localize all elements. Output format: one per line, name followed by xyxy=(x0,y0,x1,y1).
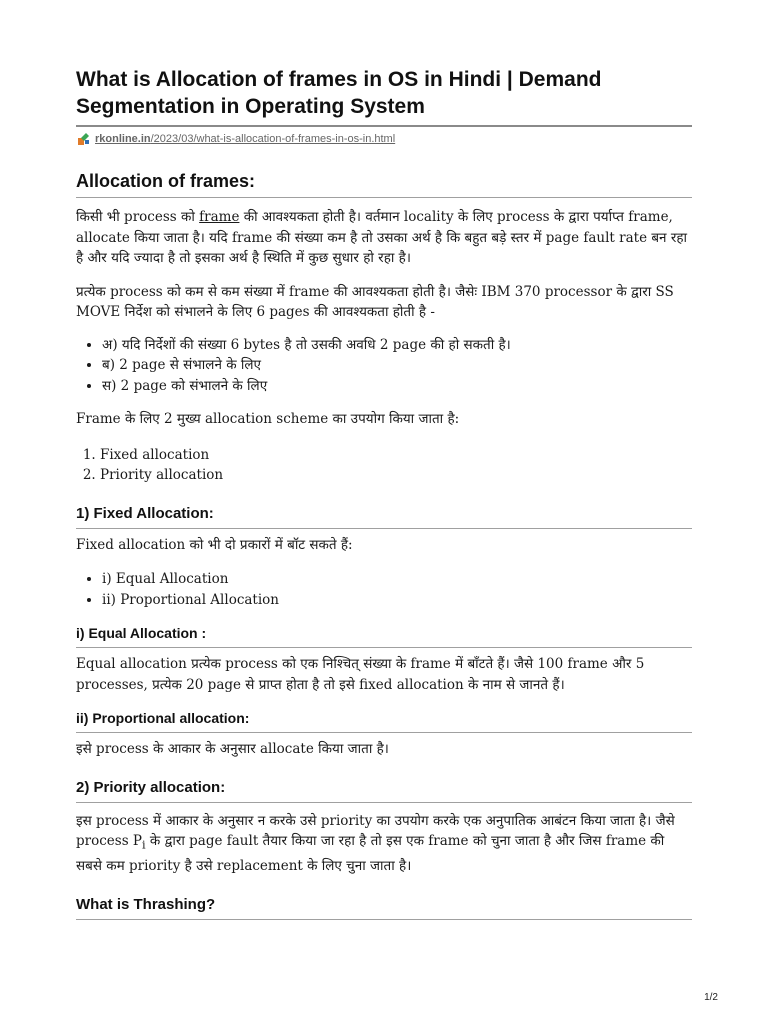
scheme-list xyxy=(76,445,692,486)
source-link-row xyxy=(76,131,692,147)
equal-paragraph: Equal allocation प्रत्येक process को एक निश्चित् संख्या के frame में बाँटते हैं। जैसे 100 frame और 5 processes, प्रत्येक 20 page से प्राप्त होता है तो इसे fixed allocation के नाम से जानते हैं। xyxy=(76,656,645,693)
allocation-paragraph-3: Frame के लिए 2 मुख्य allocation scheme का उपयोग किया जाता है: xyxy=(76,411,460,427)
fixed-type-list xyxy=(76,569,692,610)
heading-what-is-thrashing: What is Thrashing? xyxy=(76,895,692,920)
document-page xyxy=(76,0,692,920)
source-host: rkonline.in xyxy=(95,133,151,145)
page-title: What is Allocation of frames in OS in Hindi | Demand Segmentation in Operating System xyxy=(76,68,602,118)
list-item: • ब) 2 page से संभालने के लिए xyxy=(102,355,692,376)
site-favicon-icon xyxy=(77,132,91,146)
heading-allocation-of-frames: Allocation of frames: xyxy=(76,170,692,198)
title-divider xyxy=(76,125,692,127)
heading-proportional-allocation: ii) Proportional allocation: xyxy=(76,709,692,733)
fixed-paragraph: Fixed allocation को भी दो प्रकारों में बॉट सकते हैं: xyxy=(76,536,353,553)
instruction-list xyxy=(76,335,692,397)
page-number: 1/2 xyxy=(704,992,718,1003)
heading-fixed-allocation: 1) Fixed Allocation: xyxy=(76,504,692,529)
allocation-paragraph-2: प्रत्येक process को कम से कम संख्या में frame की आवश्यकता होती है। जैसेः IBM 370 processor के द्वारा SS MOVE निर्देश को संभालने के लिए 6 pages की आवश्यकता होती है - xyxy=(76,283,674,320)
list-item: • ii) Proportional Allocation xyxy=(102,590,692,611)
allocation-paragraph-1: किसी भी process को frame की आवश्यकता होती है। वर्तमान locality के लिए process के द्वारा पर्याप्त frame, allocate किया जाता है। यदि frame की संख्या कम है तो उसका अर्थ है कि बहुत बड़े स्तर में page fault rate बन रहा है और यदि ज्यादा है तो इसका अर्थ है स्थिति में कुछ सुधार हो रहा है। xyxy=(76,209,688,266)
heading-priority-allocation: 2) Priority allocation: xyxy=(76,778,692,803)
source-path: /2023/03/what-is-allocation-of-frames-in-os-in.html xyxy=(150,133,396,145)
heading-equal-allocation: i) Equal Allocation : xyxy=(76,624,692,648)
list-item: • अ) यदि निर्देशों की संख्या 6 bytes है तो उसकी अवधि 2 page की हो सकती है। xyxy=(102,335,692,356)
list-item: 2. Priority allocation xyxy=(100,465,692,486)
priority-paragraph: इस process में आकार के अनुसार न करके उसे priority का उपयोग करके एक अनुपातिक आबंटन किया जाता है। जैसे process $P_i$ के द्वारा page fault तैयार किया जा रहा है तो इस एक frame को चुना जाता है और जिस frame की सबसे कम priority है उसे replacement के लिए चुना जाता है। xyxy=(76,812,675,875)
proportional-paragraph: इसे process के आकार के अनुसार allocate किया जाता है। xyxy=(76,741,389,757)
list-item: 1. Fixed allocation xyxy=(100,445,692,466)
frame-link[interactable]: frame xyxy=(199,209,240,225)
list-item: • स) 2 page को संभालने के लिए xyxy=(102,376,692,397)
list-item: • i) Equal Allocation xyxy=(102,569,692,590)
source-url-link[interactable] xyxy=(95,133,395,145)
